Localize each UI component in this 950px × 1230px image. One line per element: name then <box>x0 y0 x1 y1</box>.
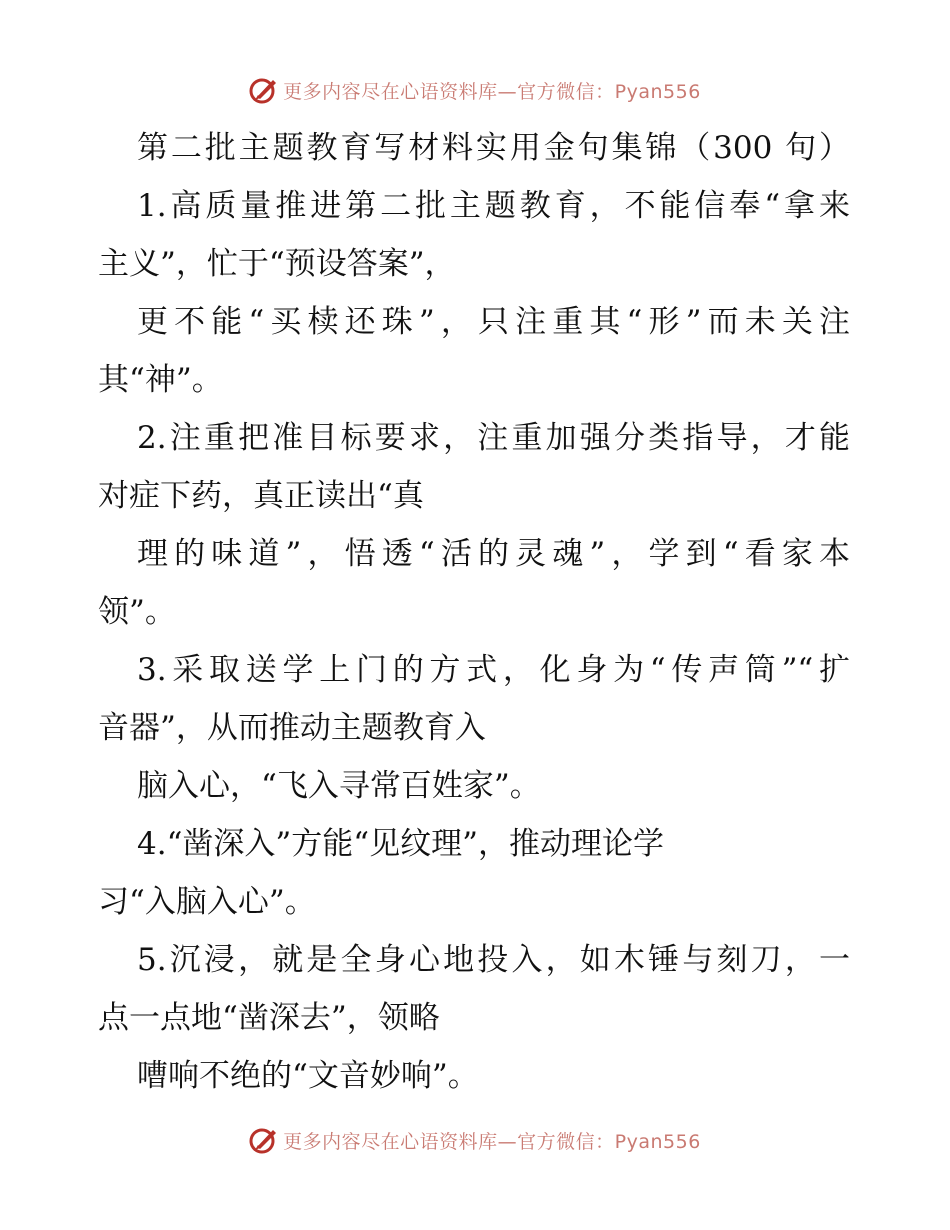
quill-pen-logo-icon <box>249 1125 279 1155</box>
quill-pen-logo-icon <box>249 75 279 105</box>
header-banner-text: 更多内容尽在心语资料库—官方微信：Pyan556 <box>283 80 701 103</box>
text-line: 3.采取送学上门的方式，化身为“传声筒”“扩 <box>137 652 850 688</box>
text-line: 4.“凿深入”方能“见纹理”，推动理论学 <box>137 826 664 862</box>
text-line: 嘈响不绝的“文音妙响”。 <box>137 1058 479 1094</box>
footer-banner <box>0 1120 950 1160</box>
text-line: 1.高质量推进第二批主题教育，不能信奉“拿来 <box>137 188 850 224</box>
text-line: 领”。 <box>98 594 176 630</box>
text-line: 2.注重把准目标要求，注重加强分类指导，才能 <box>137 420 850 456</box>
text-line: 对症下药，真正读出“真 <box>98 478 424 514</box>
text-line: 其“神”。 <box>98 362 223 398</box>
text-line: 习“入脑入心”。 <box>98 884 316 920</box>
text-line: 脑入心，“飞入寻常百姓家”。 <box>137 768 541 804</box>
document-title: 第二批主题教育写材料实用金句集锦（300 句） <box>137 130 850 166</box>
text-line: 主义”，忙于“预设答案”， <box>98 246 456 282</box>
footer-banner-text: 更多内容尽在心语资料库—官方微信：Pyan556 <box>283 1130 701 1153</box>
text-line: 音器”，从而推动主题教育入 <box>98 710 486 746</box>
text-line: 理的味道”，悟透“活的灵魂”，学到“看家本 <box>137 536 850 572</box>
header-banner <box>0 70 950 110</box>
text-line: 更不能“买椟还珠”，只注重其“形”而未关注 <box>137 304 850 340</box>
text-line: 点一点地“凿深去”，领略 <box>98 1000 440 1036</box>
text-line: 5.沉浸，就是全身心地投入，如木锤与刻刀，一 <box>137 942 850 978</box>
